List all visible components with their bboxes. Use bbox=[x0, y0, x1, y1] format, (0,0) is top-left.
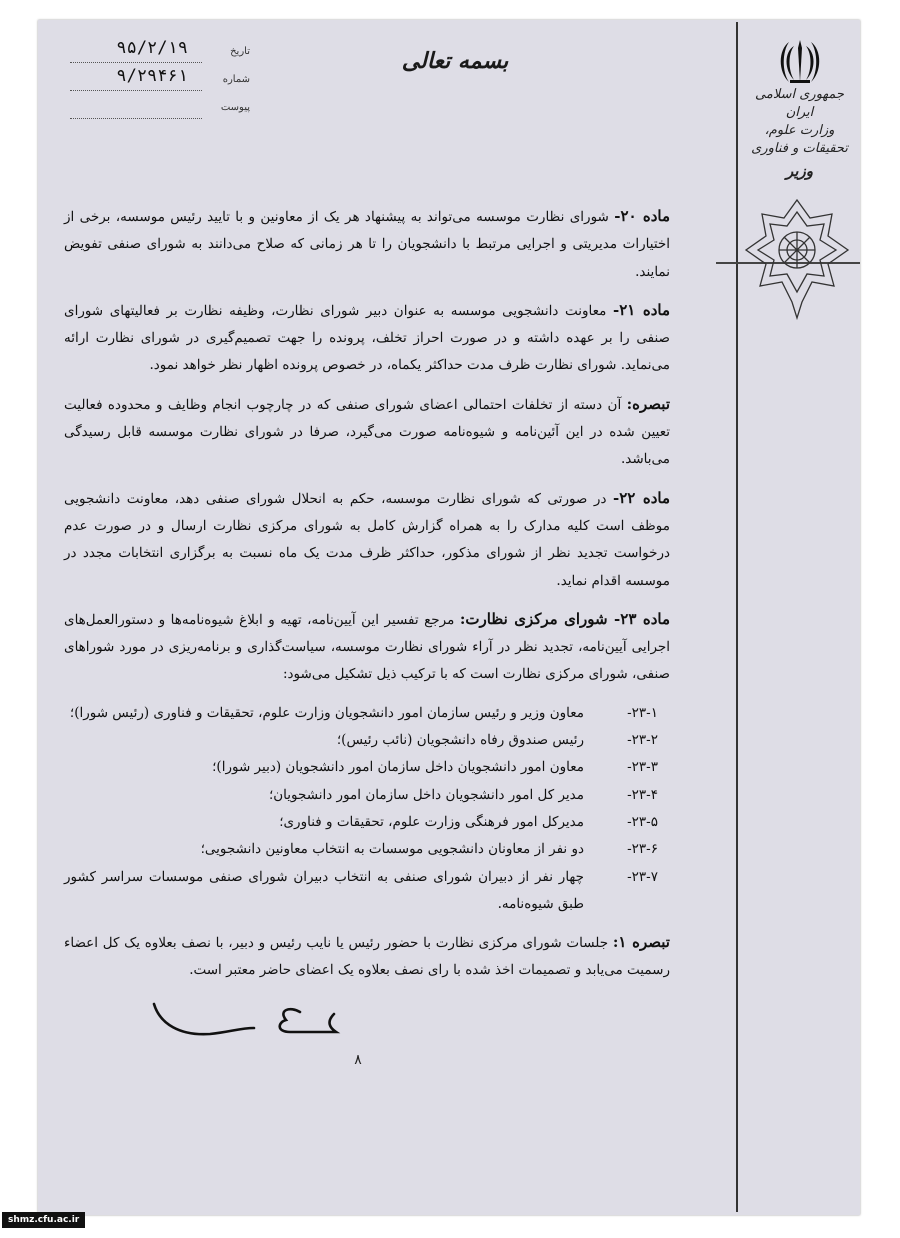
date-row bbox=[60, 40, 250, 68]
list-item bbox=[64, 727, 670, 754]
note-1-label: تبصره: bbox=[626, 394, 670, 413]
list-item-number: ۲۳-۳- bbox=[627, 759, 658, 776]
letterhead-ministry: وزارت علوم، تحقیقات و فناوری bbox=[751, 123, 848, 156]
attachment-label: پیوست bbox=[220, 102, 250, 113]
iran-emblem-icon bbox=[776, 36, 824, 86]
list-item-text: معاون امور دانشجویان داخل سازمان امور دانشجویان (دبیر شورا)؛ bbox=[212, 759, 584, 776]
note-1-text: آن دسته از تخلفات احتمالی اعضای شورای صنفی که در چارچوب انجام وظایف و محدوده فعالیت تعیین شده در این آئین‌نامه و شیوه‌نامه صورت می‌گیرد، صرفا در شورای نظارت موسسه قابل رسیدگی می‌باشد. bbox=[64, 396, 670, 468]
bismillah-heading: بسمه تعالی bbox=[401, 48, 509, 74]
letterhead-minister: وزیر bbox=[786, 162, 813, 180]
article-20-label: ماده ۲۰- bbox=[614, 207, 670, 225]
ornament-icon bbox=[742, 196, 852, 322]
letterhead bbox=[742, 30, 857, 180]
list-item-number: ۲۳-۲- bbox=[627, 732, 658, 749]
number-row bbox=[60, 68, 250, 96]
article-21-label: ماده ۲۱- bbox=[612, 300, 670, 319]
article-22-text: در صورتی که شورای نظارت موسسه، حکم به انحلال شورای صنفی دهد، معاونت دانشجویی موظف است کلیه مدارک را به همراه گزارش کامل به شورای مرکزی نظارت ارسال و در صورت عدم درخواست تجدید نظر از شورای مذکور، حداکثر ظرف مدت یک ماه نسبت به برگزاری انتخابات مجدد در موسسه اقدام نماید. bbox=[64, 490, 670, 589]
article-20 bbox=[64, 203, 670, 286]
list-item bbox=[64, 836, 670, 863]
article-23-label: ماده ۲۳- شورای مرکزی نظارت: bbox=[459, 609, 670, 628]
page-number: ۸ bbox=[354, 1052, 362, 1068]
list-item bbox=[64, 754, 670, 781]
article-23 bbox=[64, 606, 670, 689]
list-item bbox=[64, 782, 670, 809]
article-21 bbox=[64, 297, 670, 380]
date-label: تاریخ bbox=[230, 46, 250, 57]
list-item bbox=[64, 864, 670, 919]
article-22 bbox=[64, 485, 670, 595]
note-2-text: جلسات شورای مرکزی نظارت با حضور رئیس یا نایب رئیس و دبیر، با نصف بعلاوه یک کل اعضاء رسمیت می‌یابد و تصمیمات اخذ شده با رای نصف بعلاوه یک اعضای حاضر معتبر است. bbox=[64, 935, 670, 979]
list-item-text: دو نفر از معاونان دانشجویی موسسات به انتخاب معاونین دانشجویی؛ bbox=[200, 841, 584, 858]
date-value: ۹۵/۲/۱۹ bbox=[116, 38, 188, 58]
article-20-text: شورای نظارت موسسه می‌تواند به پیشنهاد هر یک از معاونین و با تایید رئیس موسسه، برخی از اختیارات مدیریتی و اجرایی مرتبط با دانشجویان را تا هر زمانی که صلاح می‌دانند به شورای صنفی تفویض نمایند. bbox=[64, 209, 670, 280]
list-item-text: مدیرکل امور فرهنگی وزارت علوم، تحقیقات و فناوری؛ bbox=[279, 813, 584, 830]
number-label: شماره bbox=[222, 74, 250, 85]
signature bbox=[150, 998, 350, 1044]
list-item-text: معاون وزیر و رئیس سازمان امور دانشجویان وزارت علوم، تحقیقات و فناوری (رئیس شورا)؛ bbox=[69, 704, 584, 721]
list-item-text: رئیس صندوق رفاه دانشجویان (نائب رئیس)؛ bbox=[336, 732, 584, 749]
article-21-text: معاونت دانشجویی موسسه به عنوان دبیر شورای نظارت، وظیفه نظارت بر فعالیتهای شورای صنفی را بر عهده داشته و در صورت احراز تخلف، پرونده را جهت تصمیم‌گیری در شورای نظارت ارائه می‌نماید. شورای نظارت ظرف مدت حداکثر یکماه، در خصوص پرونده اظهار نظر خواهد نمود. bbox=[64, 302, 670, 374]
document-body bbox=[64, 203, 670, 996]
list-item bbox=[64, 700, 670, 727]
watermark-badge: shmz.cfu.ac.ir bbox=[2, 1212, 85, 1228]
note-1 bbox=[64, 391, 670, 474]
attachment-row bbox=[60, 96, 250, 124]
margin-divider bbox=[736, 22, 738, 1212]
number-value: ۹/۲۹۴۶۱ bbox=[116, 66, 188, 86]
letter-meta bbox=[60, 40, 250, 124]
list-item-text: چهار نفر از دبیران شورای صنفی به انتخاب دبیران شورای صنفی موسسات سراسر کشور طبق شیوه‌نامه. bbox=[64, 868, 584, 912]
list-item-number: ۲۳-۱- bbox=[627, 704, 658, 721]
article-22-label: ماده ۲۲- bbox=[613, 488, 670, 507]
list-item-number: ۲۳-۴- bbox=[627, 786, 658, 803]
list-item-number: ۲۳-۷- bbox=[627, 868, 658, 885]
letterhead-country: جمهوری اسلامی ایران bbox=[755, 87, 844, 120]
list-item bbox=[64, 809, 670, 836]
list-item-text: مدیر کل امور دانشجویان داخل سازمان امور دانشجویان؛ bbox=[268, 786, 584, 803]
list-item-number: ۲۳-۶- bbox=[627, 841, 658, 858]
note-2-label: تبصره ۱: bbox=[612, 933, 670, 952]
note-2 bbox=[64, 929, 670, 985]
list-item-number: ۲۳-۵- bbox=[627, 813, 658, 830]
article-23-text: مرجع تفسیر این آیین‌نامه، تهیه و ابلاغ شیوه‌نامه‌ها و دستورالعمل‌های اجرایی آیین‌نامه، تجدید نظر در آراء شورای نظارت موسسه، سیاست‌گذاری و برنامه‌ریزی در مورد شوراهای صنفی، شورای مرکزی نظارت است که با ترکیب ذیل تشکیل می‌شود: bbox=[64, 611, 670, 683]
